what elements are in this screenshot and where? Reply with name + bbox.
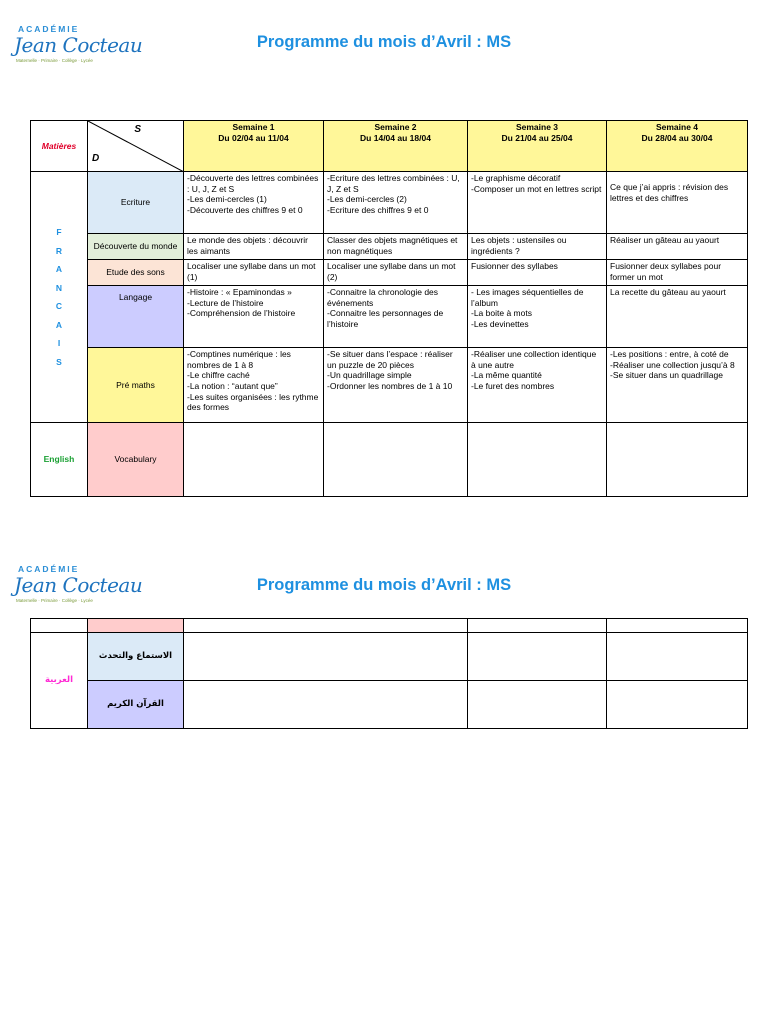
- activity-line: -Les positions : entre, à coté de: [610, 349, 729, 359]
- decouverte-week-2: [324, 234, 468, 260]
- letter: S: [56, 356, 62, 367]
- premaths-week-3: [468, 348, 607, 423]
- logo-top-text: ACADÉMIE: [18, 24, 80, 34]
- empty-cell: [31, 619, 88, 633]
- activity-line: -La même quantité: [471, 370, 542, 381]
- program-table: [30, 120, 748, 497]
- activity-line: -Les demi-cercles (1): [187, 194, 267, 205]
- activity-line: -Le chiffre caché: [187, 370, 250, 381]
- letter: C: [55, 301, 63, 311]
- activity-line: -Compréhension de l’histoire: [187, 308, 296, 319]
- diag-label-d: D: [92, 152, 100, 164]
- week-dates: Du 21/04 au 25/04: [501, 132, 573, 143]
- activity-line: -La notion : “autant que”: [187, 380, 278, 391]
- row-decouverte: [31, 234, 748, 260]
- langage-week-2: [324, 286, 468, 348]
- row-ecriture: [31, 172, 748, 234]
- langage-week-1: [184, 286, 324, 348]
- premaths-week-1: [184, 348, 324, 423]
- activity-line: -Se situer dans un quadrillage: [610, 370, 723, 381]
- arabic-row2-week-4: [607, 681, 748, 729]
- arabic-row2-week-3: [468, 681, 607, 729]
- logo-sub-text: Maternelle · Primaire · Collège · Lycée: [16, 598, 93, 603]
- activity-line: -La boite à mots: [471, 308, 532, 319]
- langage-week-4: [607, 286, 748, 348]
- week-2-header: [324, 121, 468, 172]
- row-premaths: [31, 348, 748, 423]
- vocabulary-label: Vocabulary: [88, 423, 184, 497]
- diagonal-header-cell: [88, 121, 184, 172]
- logo-script-text: Jean Cocteau: [14, 573, 143, 597]
- arabic-row-1: [31, 633, 748, 681]
- activity-line: -Ordonner les nombres de 1 à 10: [327, 380, 453, 391]
- activity-line: Localiser une syllabe dans un mot (1): [187, 261, 318, 282]
- activity-line: -Composer un mot en lettres script: [471, 183, 602, 194]
- premaths-week-4: [607, 348, 748, 423]
- activity-line: -Le graphisme décoratif: [471, 173, 561, 183]
- page-2: [0, 552, 768, 752]
- week-name: Semaine 3: [515, 122, 559, 132]
- logo-sub-text: Maternelle · Primaire · Collège · Lycée: [16, 58, 93, 63]
- activity-line: -Se situer dans l’espace : réaliser un puzzle de 20 pièces: [327, 349, 456, 370]
- arabic-quran-label: القرآن الكريم: [88, 681, 184, 729]
- row-english: [31, 423, 748, 497]
- week-dates: Du 02/04 au 11/04: [218, 132, 289, 143]
- arabic-row-2: [31, 681, 748, 729]
- matieres-header: Matières: [31, 121, 88, 172]
- letter: F: [56, 227, 62, 237]
- row-langage: [31, 286, 748, 348]
- francais-letters: [34, 223, 84, 371]
- premaths-week-2: [324, 348, 468, 423]
- empty-pink-cell: [88, 619, 184, 633]
- page-title: Programme du mois d’Avril : MS: [256, 33, 512, 51]
- activity-line: -Réaliser une collection identique à une autre: [471, 349, 599, 370]
- sons-week-2: [324, 260, 468, 286]
- week-4-header: [607, 121, 748, 172]
- ecriture-label: Ecriture: [88, 172, 184, 234]
- ecriture-week-1: [184, 172, 324, 234]
- week-name: Semaine 4: [655, 122, 699, 132]
- week-dates: Du 14/04 au 18/04: [360, 132, 431, 143]
- activity-line: -Les demi-cercles (2): [327, 194, 407, 205]
- activity-line: Le monde des objets : découvrir les aimants: [187, 235, 311, 256]
- sons-label: Etude des sons: [88, 260, 184, 286]
- ecriture-week-3: [468, 172, 607, 234]
- row-sons: [31, 260, 748, 286]
- activity-line: -Histoire : « Epaminondas »: [187, 287, 292, 297]
- english-subject-cell: English: [31, 423, 88, 497]
- activity-line: -Connaitre les personnages de l’histoire: [327, 308, 446, 329]
- page-1: [0, 0, 768, 510]
- decouverte-week-4: [607, 234, 748, 260]
- arabic-top-row: [31, 619, 748, 633]
- letter: A: [55, 319, 63, 330]
- activity-line: -Les suites organisées : les rythme des formes: [187, 391, 321, 413]
- arabic-row1-week-4: [607, 633, 748, 681]
- activity-line: -Connaitre la chronologie des événements: [327, 287, 441, 308]
- empty-cell: [607, 619, 748, 633]
- arabic-program-table: [30, 618, 748, 729]
- arabic-listening-label: الاستماع والتحدث: [88, 633, 184, 681]
- langage-week-3: [468, 286, 607, 348]
- activity-line: -Le furet des nombres: [471, 380, 555, 391]
- logo-top-text: ACADÉMIE: [18, 564, 80, 574]
- activity-line: -Les devinettes: [471, 318, 529, 329]
- francais-subject-cell: [31, 172, 88, 423]
- decouverte-week-3: [468, 234, 607, 260]
- sons-week-1: [184, 260, 324, 286]
- arabic-row2-content: [184, 681, 468, 729]
- activity-line: -Découverte des lettres combinées : U, J, Z et S: [187, 173, 321, 194]
- premaths-label: Pré maths: [88, 348, 184, 423]
- activity-line: Fusionner des syllabes: [471, 261, 558, 271]
- activity-line: -Ecriture des lettres combinées : U, J, Z et S: [327, 173, 463, 194]
- ecriture-week-4: [607, 172, 748, 234]
- activity-line: Fusionner deux syllabes pour former un mot: [610, 261, 724, 282]
- week-3-header: [468, 121, 607, 172]
- activity-line: Classer des objets magnétiques et non magnétiques: [327, 235, 460, 256]
- logo-script-text: Jean Cocteau: [14, 33, 143, 57]
- activity-line: -Ecriture des chiffres 9 et 0: [327, 204, 429, 215]
- activity-line: - Les images séquentielles de l’album: [471, 287, 586, 308]
- sons-week-3: [468, 260, 607, 286]
- english-week-3: [468, 423, 607, 497]
- activity-line: Réaliser un gâteau au yaourt: [610, 235, 720, 245]
- diag-label-s: S: [134, 124, 141, 135]
- letter: R: [55, 245, 63, 256]
- langage-label: Langage: [88, 286, 184, 348]
- empty-cell: [468, 619, 607, 633]
- arabic-row1-week-3: [468, 633, 607, 681]
- week-name: Semaine 1: [232, 122, 275, 132]
- week-name: Semaine 2: [374, 122, 417, 132]
- activity-line: -Un quadrillage simple: [327, 370, 412, 381]
- activity-line: Ce que j’ai appris : révision des lettres et des chiffres: [610, 182, 731, 203]
- sons-week-4: [607, 260, 748, 286]
- decouverte-label: Découverte du monde: [88, 234, 184, 260]
- english-week-1: [184, 423, 324, 497]
- activity-line: -Découverte des chiffres 9 et 0: [187, 204, 303, 215]
- letter: N: [55, 282, 63, 293]
- decouverte-week-1: [184, 234, 324, 260]
- english-week-2: [324, 423, 468, 497]
- activity-line: -Comptines numérique : les nombres de 1 à 8: [187, 349, 294, 370]
- activity-line: -Lecture de l’histoire: [187, 297, 264, 308]
- activity-line: -Réaliser une collection jusqu’à 8: [610, 359, 735, 370]
- week-1-header: [184, 121, 324, 172]
- activity-line: La recette du gâteau au yaourt: [610, 287, 726, 297]
- header-row: [31, 121, 748, 172]
- arabic-subject-cell: العربية: [31, 633, 88, 729]
- activity-line: Les objets : ustensiles ou ingrédients ?: [471, 235, 569, 256]
- page-title: Programme du mois d’Avril : MS: [256, 576, 512, 594]
- letter: I: [57, 338, 61, 348]
- ecriture-week-2: [324, 172, 468, 234]
- week-dates: Du 28/04 au 30/04: [641, 132, 713, 143]
- english-week-4: [607, 423, 748, 497]
- empty-cell: [184, 619, 468, 633]
- letter: A: [55, 264, 63, 274]
- arabic-row1-content: [184, 633, 468, 681]
- activity-line: Localiser une syllabe dans un mot (2): [327, 261, 458, 282]
